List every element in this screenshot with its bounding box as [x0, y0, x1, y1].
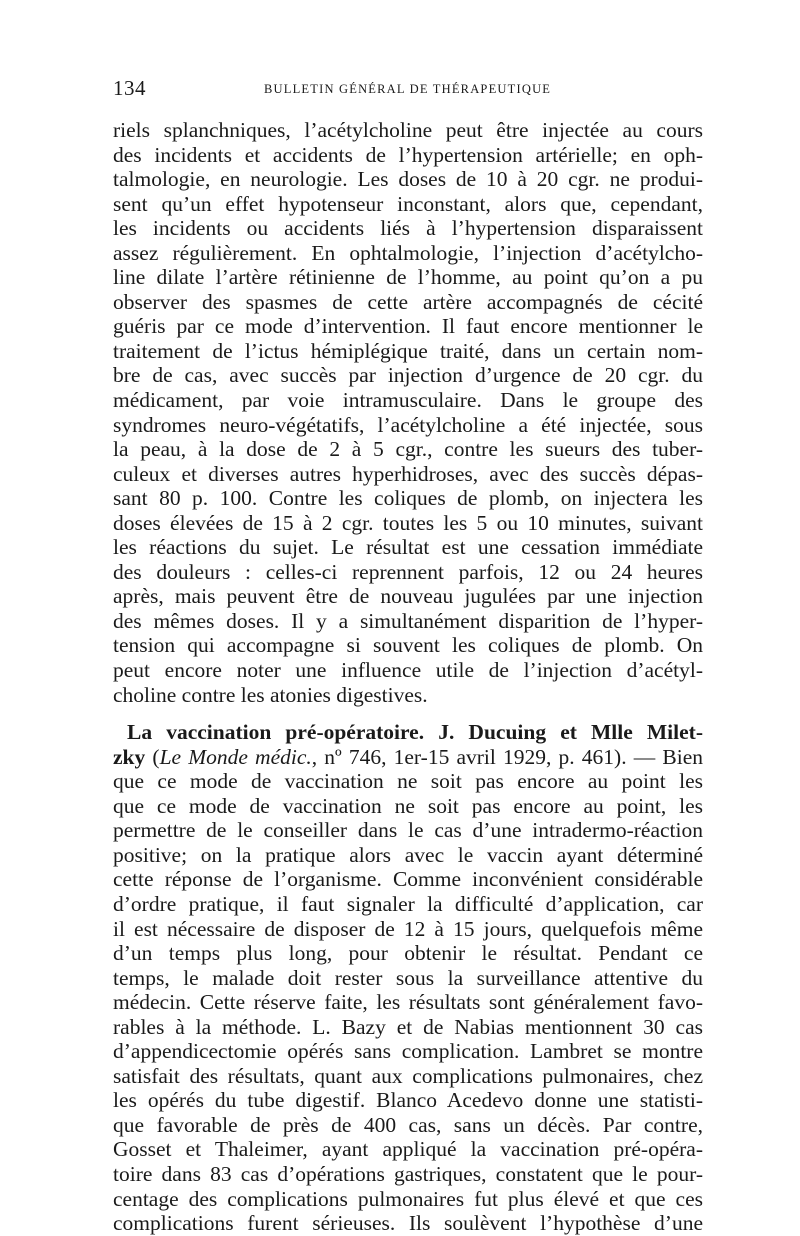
- text-line: il est nécessaire de disposer de 12 à 15 jours, quelquefois même: [113, 916, 703, 941]
- text-line: la peau, à la dose de 2 à 5 cgr., contre les sueurs des tuber-: [113, 437, 703, 462]
- text-line: observer des spasmes de cette artère accompagnés de cécité: [113, 289, 703, 314]
- article-title: La vaccination pré-opératoire. J. Ducuing et Mlle Milet-: [127, 720, 703, 745]
- citation-details: , nº 746, 1er-15 avril 1929, p. 461). — Bien: [311, 744, 703, 769]
- text-line: sent qu’un effet hypotenseur inconstant, alors que, cependant,: [113, 191, 703, 216]
- text-line: assez régulièrement. En ophtalmologie, l’injection d’acétylcho-: [113, 240, 703, 265]
- text-line: centage des complications pulmonaires fut plus élevé et que ces: [113, 1186, 703, 1211]
- text-line: riels splanchniques, l’acétylcholine peut être injectée au cours: [113, 118, 703, 142]
- text-line: d’un temps plus long, pour obtenir le résultat. Pendant ce: [113, 941, 703, 966]
- text-line: culeux et diverses autres hyperhidroses, avec des succès dépas-: [113, 461, 703, 486]
- text-line: peut encore noter une influence utile de l’injection d’acétyl-: [113, 658, 703, 683]
- text-line: toire dans 83 cas d’opérations gastriques, constatent que le pour-: [113, 1161, 703, 1186]
- citation-journal: Le Monde médic.: [159, 744, 312, 769]
- text-line: sant 80 p. 100. Contre les coliques de plomb, on injectera les: [113, 486, 703, 511]
- text-line: traitement de l’ictus hémiplégique traité, dans un certain nom-: [113, 338, 703, 363]
- text-block: [113, 118, 703, 1236]
- text-line: complications furent sérieuses. Ils soulèvent l’hypothèse d’une: [113, 1211, 703, 1236]
- text-line: d’ordre pratique, il faut signaler la difficulté d’application, car: [113, 891, 703, 916]
- text-line: que ce mode de vaccination ne soit pas encore au point les: [113, 769, 703, 794]
- abstract-heading-line: [113, 720, 703, 745]
- text-line: les opérés du tube digestif. Blanco Acedevo donne une statisti-: [113, 1088, 703, 1113]
- text-line: syndromes neuro-végétatifs, l’acétylcholine a été injectée, sous: [113, 412, 703, 437]
- running-head: [113, 72, 703, 102]
- text-line: temps, le malade doit rester sous la surveillance attentive du: [113, 965, 703, 990]
- text-line: cette réponse de l’organisme. Comme inconvénient considérable: [113, 867, 703, 892]
- text-line: les incidents ou accidents liés à l’hypertension disparaissent: [113, 216, 703, 241]
- article-title-cont: zky: [113, 744, 146, 769]
- text-line: après, mais peuvent être de nouveau jugulées par une injection: [113, 584, 703, 609]
- text-line: positive; on la pratique alors avec le vaccin ayant déterminé: [113, 842, 703, 867]
- text-line: satisfait des résultats, quant aux complications pulmonaires, chez: [113, 1063, 703, 1088]
- text-line: choline contre les atonies digestives.: [113, 682, 428, 707]
- text-line: guéris par ce mode d’intervention. Il faut encore mentionner le: [113, 314, 703, 339]
- text-line: permettre de le conseiller dans le cas d’une intradermo-réaction: [113, 818, 703, 843]
- text-line: des incidents et accidents de l’hypertension artérielle; en oph-: [113, 142, 703, 167]
- text-line: des mêmes doses. Il y a simultanément disparition de l’hyper-: [113, 608, 703, 633]
- text-line: que ce mode de vaccination ne soit pas encore au point, les: [113, 793, 703, 818]
- page-number: 134: [113, 76, 146, 100]
- text-line: d’appendicectomie opérés sans complication. Lambret se montre: [113, 1039, 703, 1064]
- paragraph-acetylcholine: [113, 118, 703, 707]
- text-line: talmologie, en neurologie. Les doses de 10 à 20 cgr. ne produi-: [113, 167, 703, 192]
- text-line: bre de cas, avec succès par injection d’urgence de 20 cgr. du: [113, 363, 703, 388]
- text-line: médicament, par voie intramusculaire. Dans le groupe des: [113, 388, 703, 413]
- text-line: line dilate l’artère rétinienne de l’homme, au point qu’on a pu: [113, 265, 703, 290]
- text-line: doses élevées de 15 à 2 cgr. toutes les 5 ou 10 minutes, suivant: [113, 510, 703, 535]
- journal-title: BULLETIN GÉNÉRAL DE THÉRAPEUTIQUE: [264, 82, 552, 96]
- text-line: rables à la méthode. L. Bazy et de Nabias mentionnent 30 cas: [113, 1014, 703, 1039]
- abstract-vaccination: [113, 720, 703, 1235]
- abstract-citation-line: [113, 745, 703, 770]
- text-line: que favorable de près de 400 cas, sans un décès. Par contre,: [113, 1112, 703, 1137]
- text-line: des douleurs : celles-ci reprennent parfois, 12 ou 24 heures: [113, 559, 703, 584]
- book-page: [113, 72, 703, 1236]
- text-line: Gosset et Thaleimer, ayant appliqué la vaccination pré-opéra-: [113, 1137, 703, 1162]
- text-line: médecin. Cette réserve faite, les résultats sont généralement favo-: [113, 990, 703, 1015]
- text-line: tension qui accompagne si souvent les coliques de plomb. On: [113, 633, 703, 658]
- citation-open: (: [145, 744, 160, 769]
- text-line: les réactions du sujet. Le résultat est une cessation immédiate: [113, 535, 703, 560]
